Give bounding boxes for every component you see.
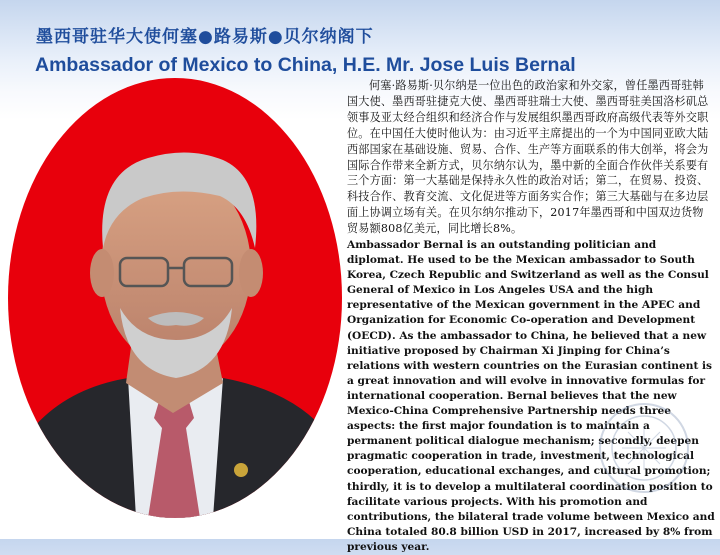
lapel-pin [234,463,248,477]
page-title-chinese: 墨西哥驻华大使何塞●路易斯●贝尔纳阁下 [36,27,374,47]
biography-chinese: 何塞·路易斯·贝尔纳是一位出色的政治家和外交家，曾任墨西哥驻韩国大使、墨西哥驻捷克大使、墨西哥驻瑞士大使、墨西哥驻美国洛杉矶总领事及亚太经合组织和经济合作与发展组织墨西哥政府高级代表等外交职位。在中国任大使时他认为：由习近平主席提出的一个为中国同亚欧大陆西部国家在基础设施、贸易、合作、生产等方面联系的伟大创举，将会为国际合作带来全新方式，贝尔纳尔认为，墨中新的全面合作伙伴关系要有三个方面：第一大基础是保持永久性的政治对话；第二，在贸易、投资、科技合作、教育交流、文化促进等方面务实合作；第三大基础与在多边层面上协调立场有关。在贝尔纳尔推动下，2017年墨西哥和中国双边货物贸易额808亿美元，同比增长8%。 [347,79,709,236]
watermark-seal-icon [596,400,692,496]
biography-english: Ambassador Bernal is an outstanding politician and diplomat. He used to be the Mexican ambassador to South Korea, Czech Republic and Switzerland as well as the Consul General of Mexico in Los Angeles USA and the high representative of the Mexican government in the APEC and Organization for Economic Co-operation and Development (OECD). As the ambassador to China, he believed that a new initiative proposed by Chairman Xi Jinping for China’s relations with western countries on the Eurasian continent is a great innovation and will evolve in innovative formulas for international cooperation. Bernal believes that the new Mexico-China Comprehensive Partnership needs three aspects: the first major foundation is to maintain a permanent political dialogue mechanism; secondly, deepen pragmatic cooperation in trade, investment, technological cooperation, educational exchanges, and cultural promotion; thirdly, it is to develop a multilateral coordination position to facilitate various projects. With his promotion and contributions, the bilateral trade volume between Mexico and China totaled 80.8 billion USD in 2017, increased by 8% from previous year. [347,239,715,553]
page-title-english: Ambassador of Mexico to China, H.E. Mr. Jose Luis Bernal [35,54,576,76]
ambassador-portrait [8,78,343,518]
